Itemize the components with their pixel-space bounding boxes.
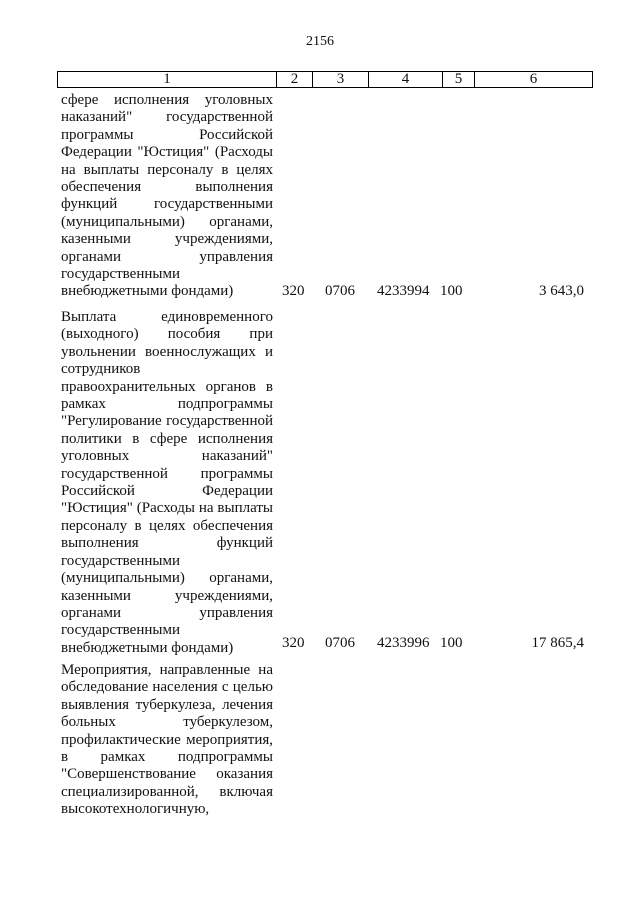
row-1-line: на выплаты персоналу в целях: [61, 161, 273, 178]
column-header-5: 5: [443, 72, 475, 88]
row-2-line: уголовных наказаний": [61, 448, 273, 465]
row-1-line: казенными учреждениями,: [61, 231, 273, 248]
column-header-row: [58, 72, 593, 88]
column-header-4: 4: [369, 72, 443, 88]
row-1-line: государственными: [61, 266, 180, 283]
row-2-line: рамках подпрограммы: [61, 396, 273, 413]
column-header-6: 6: [475, 72, 593, 88]
row-2-line: "Регулирование государственной: [61, 413, 273, 430]
row-3-line: выявления туберкулеза, лечения: [61, 696, 273, 713]
column-header-3: 3: [313, 72, 369, 88]
row-2-line: государственными: [61, 552, 180, 569]
row-1-line: обеспечения выполнения: [61, 179, 273, 196]
row-1-col2: 320: [282, 283, 305, 299]
row-2-line: (выходного) пособия при: [61, 326, 273, 343]
row-2-line: политики в сфере исполнения: [61, 430, 273, 447]
row-2-line: выполнения функций: [61, 535, 273, 552]
row-2-col2: 320: [282, 635, 305, 651]
row-3-line: Мероприятия, направленные на: [61, 662, 273, 678]
row-2-line: государственной программы: [61, 465, 273, 482]
row-2-line: органами управления: [61, 604, 273, 621]
row-2-line: Российской Федерации: [61, 483, 273, 500]
row-1-line: сфере исполнения уголовных: [61, 92, 273, 108]
row-1-line: наказаний" государственной: [61, 109, 273, 126]
row-2-line: (муниципальными) органами,: [61, 570, 273, 587]
row-1-line: программы Российской: [61, 126, 273, 143]
row-1-col3: 0706: [325, 283, 355, 299]
row-2-col3: 0706: [325, 635, 355, 651]
row-2-line: увольнении военнослужащих и: [61, 343, 273, 360]
row-2-line: Выплата единовременного: [61, 309, 273, 325]
row-1-line: Федерации "Юстиция" (Расходы: [61, 144, 273, 161]
row-3-line: профилактические мероприятия,: [61, 731, 273, 748]
row-3-line: специализированной, включая: [61, 783, 273, 800]
row-1-line: функций государственными: [61, 196, 273, 213]
row-3-line: высокотехнологичную,: [61, 801, 210, 818]
column-header-2: 2: [277, 72, 313, 88]
row-1-col5: 100: [440, 283, 463, 299]
row-2-line: внебюджетными фондами): [61, 639, 234, 656]
row-2-line: персоналу в целях обеспечения: [61, 517, 273, 534]
column-header-1: 1: [58, 72, 277, 88]
row-1-line: внебюджетными фондами): [61, 283, 234, 300]
row-2-line: государственными: [61, 622, 180, 639]
row-1-col4: 4233994: [377, 283, 430, 299]
row-2-line: казенными учреждениями,: [61, 587, 273, 604]
row-3-line: обследование населения с целью: [61, 679, 273, 696]
row-1-line: (муниципальными) органами,: [61, 213, 273, 230]
row-2-col5: 100: [440, 635, 463, 651]
row-1-description: [61, 92, 273, 301]
row-2-line: "Юстиция" (Расходы на выплаты: [61, 500, 273, 517]
row-3-line: в рамках подпрограммы: [61, 749, 273, 766]
page-number: 2156: [306, 34, 334, 49]
row-2-line: сотрудников: [61, 361, 141, 378]
row-2-description: [61, 309, 273, 657]
row-3-line: больных туберкулезом,: [61, 714, 273, 731]
row-1-col6: 3 643,0: [539, 283, 584, 299]
row-1-line: органами управления: [61, 248, 273, 265]
column-header-table: [57, 71, 593, 88]
row-2-col4: 4233996: [377, 635, 430, 651]
row-2-col6: 17 865,4: [531, 635, 584, 651]
row-3-description: [61, 662, 273, 819]
row-2-line: правоохранительных органов в: [61, 378, 273, 395]
row-3-line: "Совершенствование оказания: [61, 766, 273, 783]
